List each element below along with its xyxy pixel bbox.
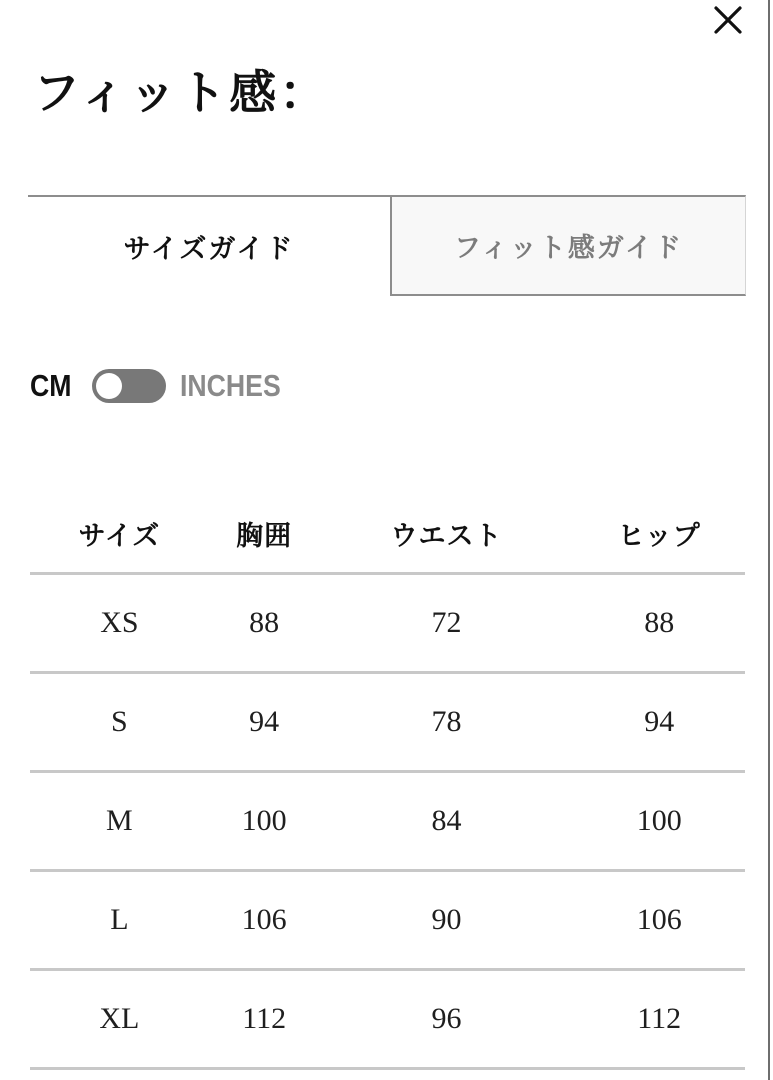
table-cell: 100 xyxy=(209,772,320,871)
inches-label[interactable]: INCHES xyxy=(180,368,281,403)
table-row xyxy=(30,970,745,1069)
table-cell: XL xyxy=(30,970,209,1069)
table-cell: 84 xyxy=(320,772,574,871)
table-cell: M xyxy=(30,772,209,871)
modal-title: フィット感： xyxy=(33,66,330,119)
table-cell: 90 xyxy=(320,871,574,970)
close-button[interactable] xyxy=(705,1,749,45)
toggle-knob-icon xyxy=(96,373,122,399)
tab-fit-guide-label: フィット感ガイド xyxy=(453,233,684,263)
table-cell: 106 xyxy=(209,871,320,970)
table-cell: XS xyxy=(30,574,209,673)
tab-bar xyxy=(28,195,746,296)
tab-size-guide[interactable] xyxy=(28,195,390,296)
table-row xyxy=(30,772,745,871)
table-header-cell: ウエスト xyxy=(320,494,574,574)
table-row xyxy=(30,673,745,772)
tab-size-guide-label: サイズガイド xyxy=(123,234,295,264)
table-cell: 78 xyxy=(320,673,574,772)
table-cell: 112 xyxy=(209,970,320,1069)
table-header-cell: ヒップ xyxy=(573,494,745,574)
table-header-cell: 胸囲 xyxy=(209,494,320,574)
table-cell: 96 xyxy=(320,970,574,1069)
table-cell: 88 xyxy=(209,574,320,673)
table-cell: 94 xyxy=(573,673,745,772)
table-row xyxy=(30,871,745,970)
table-cell: 94 xyxy=(209,673,320,772)
table-cell: 72 xyxy=(320,574,574,673)
cm-label[interactable]: CM xyxy=(30,368,72,403)
table-cell: 112 xyxy=(573,970,745,1069)
table-cell: 106 xyxy=(573,871,745,970)
page-edge-line xyxy=(768,0,770,1080)
table-cell: L xyxy=(30,871,209,970)
table-cell: S xyxy=(30,673,209,772)
unit-toggle-row xyxy=(30,366,773,406)
size-table xyxy=(30,494,745,1070)
unit-toggle-switch[interactable] xyxy=(92,369,166,403)
tab-fit-guide[interactable] xyxy=(390,195,746,296)
table-cell: 100 xyxy=(573,772,745,871)
close-icon xyxy=(707,3,747,43)
table-header-row xyxy=(30,494,745,574)
table-row xyxy=(30,574,745,673)
table-cell: 88 xyxy=(573,574,745,673)
table-header-cell: サイズ xyxy=(30,494,209,574)
